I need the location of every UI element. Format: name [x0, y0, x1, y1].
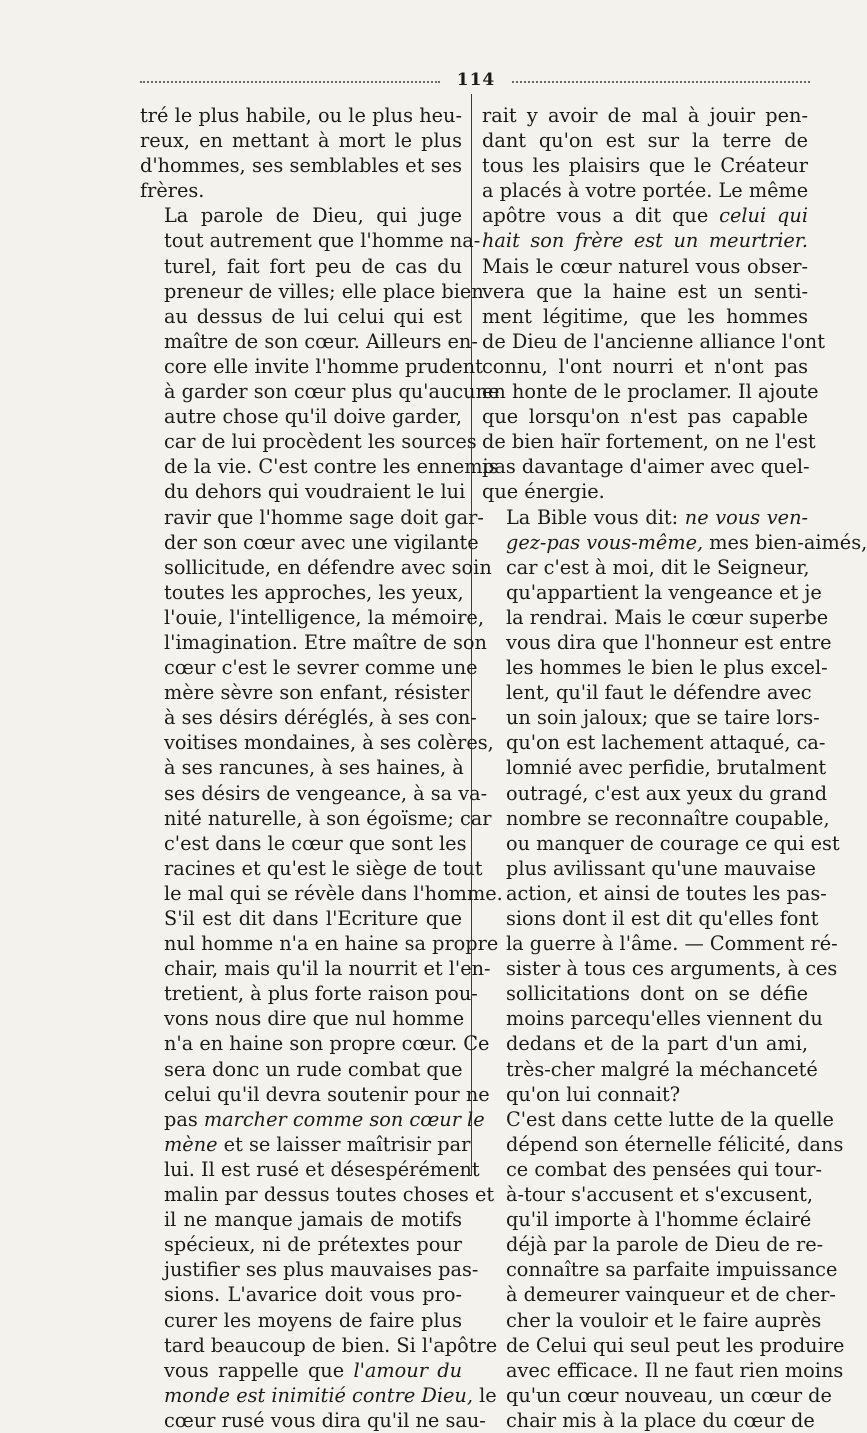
text-line: déjà par la parole de Dieu de re- — [506, 1233, 824, 1257]
text-line: la rendrai. Mais le cœur superbe — [506, 605, 829, 629]
text-line: vous dira que l'honneur est entre — [506, 630, 832, 654]
text-line: tretient, à plus forte raison pou- — [164, 982, 478, 1006]
text-line: lui. Il est rusé et désespérément — [164, 1157, 480, 1181]
header-rule-left — [140, 81, 440, 83]
text-line: qu'on lui connait? — [506, 1082, 681, 1106]
text-line: outragé, c'est aux yeux du grand — [506, 781, 828, 805]
text-line: preneur de villes; elle place bien — [164, 279, 484, 303]
text-line: sera donc un rude combat que — [164, 1057, 463, 1081]
text-line: celui qu'il devra soutenir pour ne — [164, 1082, 490, 1106]
text-line: le mal qui se révèle dans l'homme. — [164, 881, 503, 905]
running-header — [140, 70, 810, 94]
text-line: gez-pas vous-même, mes bien-aimés, — [506, 530, 867, 554]
paragraph — [140, 906, 499, 1433]
text-line: racines et qu'est le siège de tout — [164, 856, 483, 880]
text-line: ment légitime, que les hommes — [482, 304, 808, 328]
text-line: moins parcequ'elles viennent du — [506, 1007, 823, 1031]
text-line: qu'un cœur nouveau, un cœur de — [506, 1383, 832, 1407]
text-line: turel, fait fort peu de cas du — [164, 254, 462, 278]
text-line: en honte de le proclamer. Il ajoute — [482, 380, 819, 404]
text-line: la guerre à l'âme. — Comment ré- — [506, 932, 838, 956]
text-line: La Bible vous dit: ne vous ven- — [506, 505, 809, 529]
text-line: nombre se reconnaître coupable, — [506, 806, 830, 830]
text-line: pas davantage d'aimer avec quel- — [482, 455, 810, 479]
paragraph — [482, 505, 867, 1107]
text-line: vera que la haine est un senti- — [482, 279, 808, 303]
text-line: l'imagination. Etre maître de son — [164, 630, 487, 654]
text-line: core elle invite l'homme prudent — [164, 354, 483, 378]
text-line: à garder son cœur plus qu'aucune — [164, 380, 500, 404]
text-line: vons nous dire que nul homme — [164, 1007, 465, 1031]
text-line: S'il est dit dans l'Ecriture que — [164, 907, 462, 930]
text-line: ce combat des pensées qui tour- — [506, 1157, 822, 1181]
text-line: plus avilissant qu'une mauvaise — [506, 856, 816, 880]
text-line: spécieux, ni de prétextes pour — [164, 1233, 462, 1257]
text-line: dant qu'on est sur la terre de — [482, 129, 808, 153]
text-line: monde est inimitié contre Dieu, le — [164, 1383, 497, 1407]
text-line: tré le plus habile, ou le plus heu- — [140, 104, 462, 127]
text-line: à ses rancunes, à ses haines, à — [164, 756, 464, 780]
text-line: chair mis à la place du cœur de — [506, 1408, 815, 1432]
text-line: malin par dessus toutes choses et — [164, 1183, 495, 1207]
text-line: qu'il importe à l'homme éclairé — [506, 1208, 812, 1232]
text-line: sions dont il est dit qu'elles font — [506, 907, 819, 930]
text-line: que énergie. — [482, 480, 605, 504]
text-line: chair, mais qu'il la nourrit et l'en- — [164, 957, 491, 981]
text-line: mère sèvre son enfant, résister — [164, 681, 470, 705]
text-line: Mais le cœur naturel vous obser- — [482, 254, 808, 278]
text-line: car c'est à moi, dit le Seigneur, — [506, 555, 810, 579]
text-line: qu'on est lachement attaqué, ca- — [506, 731, 826, 755]
text-line: à demeurer vainqueur et de cher- — [506, 1283, 836, 1307]
text-line: C'est dans cette lutte de la quelle — [506, 1107, 834, 1131]
text-line: cœur rusé vous dira qu'il ne sau- — [164, 1408, 486, 1432]
paragraph — [482, 103, 825, 505]
text-line: nité naturelle, à son égoïsme; car — [164, 806, 492, 830]
text-line: qu'appartient la vengeance et je — [506, 580, 822, 604]
text-line: c'est dans le cœur que sont les — [164, 831, 467, 855]
text-line: vous rappelle que l'amour du — [164, 1358, 462, 1382]
paragraph — [140, 203, 503, 906]
text-line: ses désirs de vengeance, à sa va- — [164, 781, 488, 805]
page-number: 114 — [456, 70, 496, 90]
text-line: n'a en haine son propre cœur. Ce — [164, 1032, 490, 1056]
text-line: d'hommes, ses semblables et ses — [140, 154, 462, 178]
text-line: de bien haïr fortement, on ne l'est — [482, 430, 816, 454]
text-line: voitises mondaines, à ses colères, — [164, 731, 494, 755]
header-rule-right — [512, 81, 810, 83]
text-line: sollicitude, en défendre avec soin — [164, 555, 492, 579]
text-line: au dessus de lui celui qui est — [164, 304, 462, 328]
text-line: mène et se laisser maîtrisir par — [164, 1132, 471, 1156]
text-line: car de lui procèdent les sources — [164, 430, 477, 454]
text-line: de la vie. C'est contre les ennemis — [164, 455, 499, 479]
text-line: justifier ses plus mauvaises pas- — [164, 1258, 479, 1282]
paragraph — [140, 103, 462, 203]
text-line: à ses désirs déréglés, à ses con- — [164, 706, 477, 730]
text-line: cher la vouloir et le faire auprès — [506, 1308, 822, 1332]
text-line: toutes les approches, les yeux, — [164, 580, 464, 604]
text-line: les hommes le bien le plus excel- — [506, 656, 828, 680]
text-line: à-tour s'accusent et s'excusent, — [506, 1183, 814, 1207]
text-line: La parole de Dieu, qui juge — [164, 204, 462, 228]
text-line: ou manquer de courage ce qui est — [506, 831, 840, 855]
text-line: connu, l'ont nourri et n'ont pas — [482, 354, 808, 378]
text-line: der son cœur avec une vigilante — [164, 530, 479, 554]
text-line: sollicitations dont on se défie — [506, 982, 808, 1006]
text-line: de Celui qui seul peut les produire — [506, 1333, 845, 1357]
text-line: apôtre vous a dit que celui qui — [482, 204, 808, 228]
text-line: un soin jaloux; que se taire lors- — [506, 706, 820, 730]
text-line: sister à tous ces arguments, à ces — [506, 957, 838, 981]
text-line: il ne manque jamais de motifs — [164, 1208, 462, 1232]
text-line: de Dieu de l'ancienne alliance l'ont — [482, 329, 825, 353]
paragraph — [482, 1107, 845, 1433]
text-line: pas marcher comme son cœur le — [164, 1107, 485, 1131]
left-column — [140, 103, 503, 1433]
text-line: ravir que l'homme sage doit gar- — [164, 505, 484, 529]
text-line: autre chose qu'il doive garder, — [164, 405, 462, 429]
text-line: hait son frère est un meurtrier. — [482, 229, 808, 253]
right-column — [482, 103, 867, 1433]
text-line: dépend son éternelle félicité, dans — [506, 1132, 844, 1156]
text-line: lent, qu'il faut le défendre avec — [506, 681, 812, 705]
text-line: maître de son cœur. Ailleurs en- — [164, 329, 478, 353]
text-line: curer les moyens de faire plus — [164, 1308, 462, 1332]
text-line: a placés à votre portée. Le même — [482, 179, 809, 203]
text-line: sions. L'avarice doit vous pro- — [164, 1283, 462, 1307]
text-line: action, et ainsi de toutes les pas- — [506, 881, 827, 905]
text-line: connaître sa parfaite impuissance — [506, 1258, 838, 1282]
text-line: que lorsqu'on n'est pas capable — [482, 405, 808, 429]
text-line: nul homme n'a en haine sa propre — [164, 932, 499, 956]
text-line: très-cher malgré la méchanceté — [506, 1057, 818, 1081]
text-line: l'ouie, l'intelligence, la mémoire, — [164, 605, 484, 629]
text-line: tous les plaisirs que le Créateur — [482, 154, 808, 178]
text-line: du dehors qui voudraient le lui — [164, 480, 466, 504]
text-line: lomnié avec perfidie, brutalment — [506, 756, 827, 780]
text-line: tout autrement que l'homme na- — [164, 229, 481, 253]
text-line: dedans et de la part d'un ami, — [506, 1032, 808, 1056]
text-line: avec efficace. Il ne faut rien moins — [506, 1358, 844, 1382]
text-line: cœur c'est le sevrer comme une — [164, 656, 478, 680]
text-line: tard beaucoup de bien. Si l'apôtre — [164, 1333, 498, 1357]
text-line: rait y avoir de mal à jouir pen- — [482, 104, 808, 127]
text-line: frères. — [140, 179, 205, 203]
text-line: reux, en mettant à mort le plus — [140, 129, 462, 153]
